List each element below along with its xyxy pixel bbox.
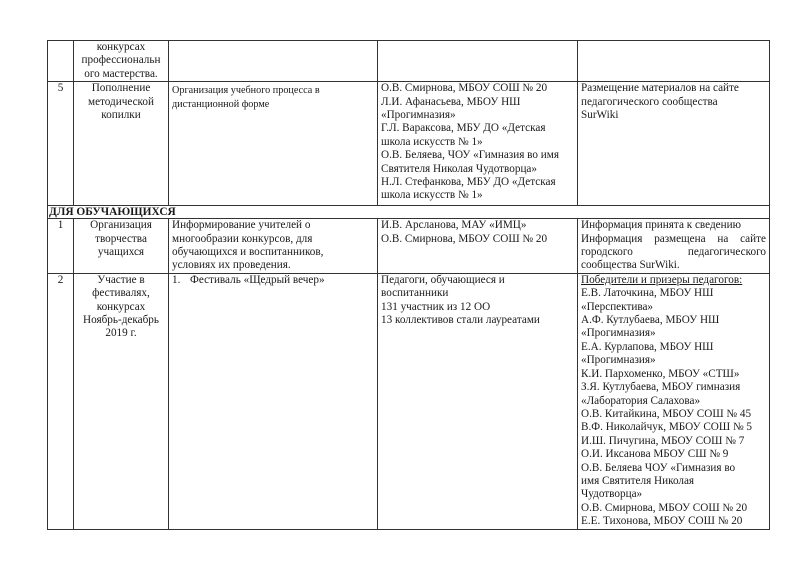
cell-number: 5 [48,82,74,206]
table-row-continuation [48,41,770,82]
text-line: «Прогимназия» [581,354,656,367]
text-line: Е.В. Латочкина, МБОУ НШ [581,287,714,300]
text-line: Л.И. Афанасьева, МБОУ НШ [381,95,521,108]
text-line: «Прогимназия» [381,109,456,122]
text-line: школа искусств № 1» [381,189,483,202]
cell-participants [378,82,578,206]
text-line: многообразии конкурсов, для [172,232,313,245]
table-row-5 [48,82,770,206]
cell-number [48,41,74,82]
cell-participants [378,219,578,274]
cell-number: 1 [48,219,74,274]
text-line: конкурсах [96,300,146,313]
cell-number: 2 [48,273,74,529]
table-row-students-1 [48,219,770,274]
cell-result [578,273,770,529]
text-line: А.Ф. Кутлубаева, МБОУ НШ [581,314,720,327]
text-line: О.В. Беляева ЧОУ «Гимназия во [581,461,736,474]
cell-activity [169,82,378,206]
text-line: О.В. Смирнова, МБОУ СОШ № 20 [381,82,548,95]
text-line: «Прогимназия» [581,327,656,340]
cell-activity [169,273,378,529]
cell-name [74,273,169,529]
cell-activity [169,41,378,82]
text-line: фестивалях, [92,287,150,300]
text-line: педагогического сообщества [581,95,718,108]
text-line: Информация принята к сведению [581,219,741,232]
text-line: профессиональн [81,54,161,67]
text-line: воспитанники [381,287,449,300]
text-line: Организация учебного процесса в [172,85,320,97]
text-line: обучающихся и воспитанников, [172,246,324,259]
cell-name [74,219,169,274]
text-line: Информирование учителей о [172,219,311,232]
text-line: И.Ш. Пичугина, МБОУ СОШ № 7 [581,434,745,447]
text-line: Святителя Николая Чудотворца» [381,162,537,175]
cell-name [74,41,169,82]
text-line: Чудотворца» [581,488,643,501]
result-heading: Победители и призеры педагогов: [581,273,743,286]
text-line: К.И. Пархоменко, МБОУ «СТШ» [581,367,740,380]
text-line: дистанционной форме [172,98,270,110]
list-number: 1. [172,273,181,286]
text-line: И.В. Арсланова, МАУ «ИМЦ» [381,219,527,232]
text-line: 13 коллективов стали лауреатами [381,314,540,327]
cell-result [578,82,770,206]
cell-result [578,219,770,274]
text-line: О.В. Беляева, ЧОУ «Гимназия во имя [381,149,559,162]
text-line: В.Ф. Николайчук, МБОУ СОШ № 5 [581,421,753,434]
text-line: Участие в [97,273,145,286]
text-line: Педагоги, обучающиеся и [381,273,505,286]
text-line: О.В. Смирнова, МБОУ СОШ № 20 [381,232,548,245]
text-line: Размещение материалов на сайте [581,82,739,95]
text-line: О.В. Китайкина, МБОУ СОШ № 45 [581,407,752,420]
text-line: Пополнение [91,82,151,95]
text-line: конкурсах [96,41,146,53]
cell-name [74,82,169,206]
text-line: SurWiki [581,109,619,122]
text-line: 2019 г. [105,327,137,340]
text-line: творчества [95,232,147,245]
text-line: «Перспектива» [581,300,654,313]
text-line: условиях их проведения. [172,259,291,272]
events-table [47,40,770,530]
text-line: «Лаборатория Салахова» [581,394,701,407]
text-line: О.В. Смирнова, МБОУ СОШ № 20 [581,501,748,514]
cell-result [578,41,770,82]
text-line: Г.Л. Вараксова, МБУ ДО «Детская [381,122,546,135]
text-line: 131 участник из 12 ОО [381,300,491,313]
text-line: копилки [101,109,141,122]
table-row-students-2 [48,273,770,529]
section-header-row [48,206,770,219]
text-line: имя Святителя Николая [581,474,695,487]
cell-participants [378,273,578,529]
text-line: школа искусств № 1» [381,135,483,148]
cell-activity [169,219,378,274]
section-header: ДЛЯ ОБУЧАЮЩИХСЯ [48,206,770,219]
list-text: Фестиваль «Щедрый вечер» [190,273,325,286]
list-item [172,274,374,287]
text-line: Е.Е. Тихонова, МБОУ СОШ № 20 [581,515,743,528]
cell-participants [378,41,578,82]
text-line: З.Я. Кутлубаева, МБОУ гимназия [581,381,741,394]
text-line: ого мастерства. [84,67,158,80]
text-line: Е.А. Курлапова, МБОУ НШ [581,340,714,353]
text-line: методической [87,95,155,108]
text-line: Организация [90,219,152,232]
text-line: Ноябрь-декабрь [83,314,159,327]
text-line: О.И. Иксанова МБОУ СШ № 9 [581,448,729,461]
text-line: учащихся [97,246,145,259]
text-line: Н.Л. Стефанкова, МБУ ДО «Детская [381,176,556,189]
justified-text: Информация размещена на сайте городского педагогического сообщества SurWiki. [581,232,766,272]
